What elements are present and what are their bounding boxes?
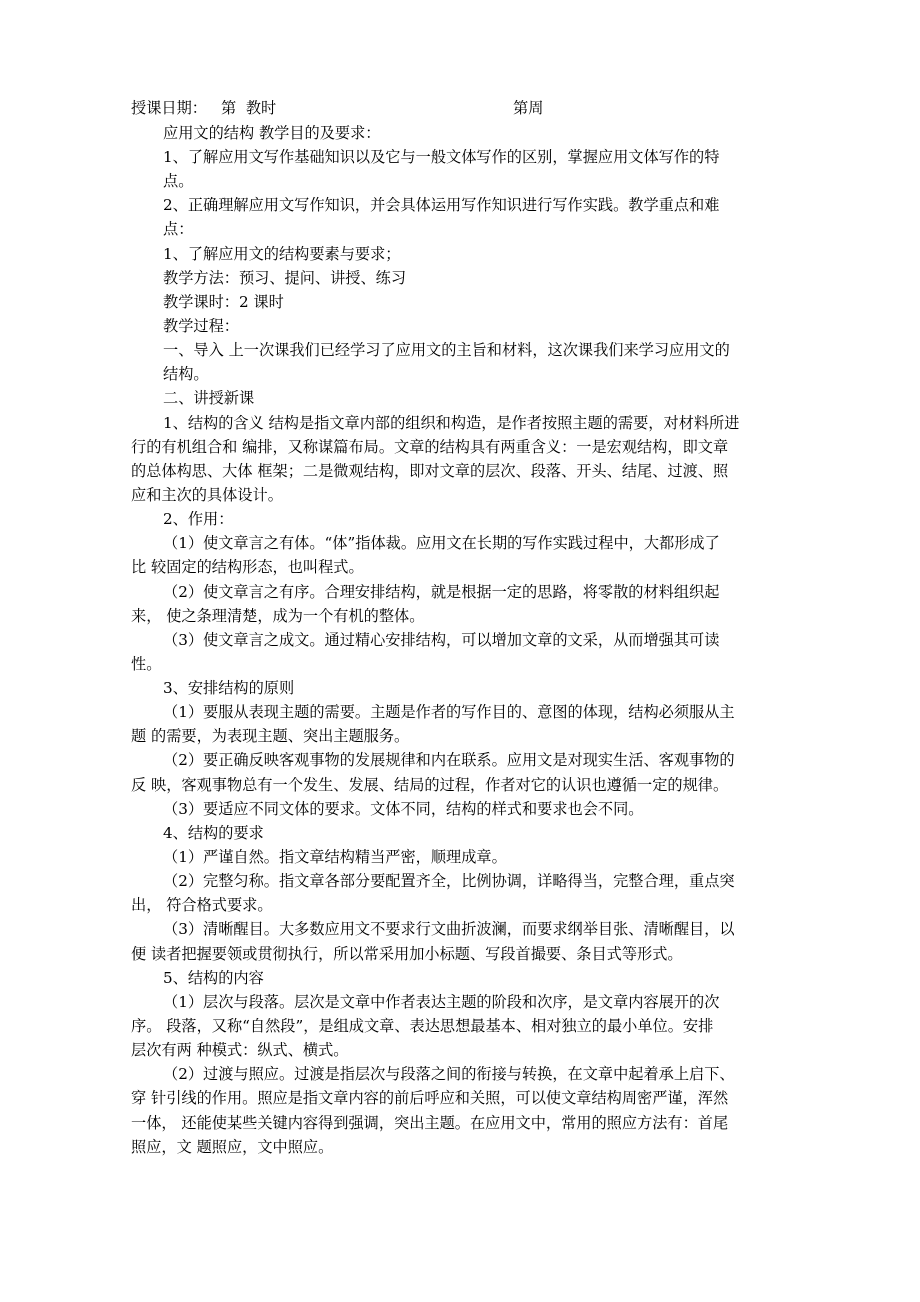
paragraph-line: （1）严谨自然。指文章结构精当严密，顺理成章。 [163, 848, 507, 866]
week-label: 第周 [513, 99, 544, 117]
paragraph-line: （1）要服从表现主题的需要。主题是作者的写作目的、意图的体现，结构必须服从主 [163, 703, 735, 721]
paragraph-line: 行的有机组合和 编排，又称谋篇布局。文章的结构具有两重含义：一是宏观结构，即文章 [131, 438, 729, 456]
method-line: 教学方法：预习、提问、讲授、练习 [163, 269, 406, 287]
paragraph-line: 反 映，客观事物总有一个发生、发展、结局的过程，作者对它的认识也遵循一定的规律。 [131, 776, 729, 794]
goal-line: 点： [163, 220, 194, 238]
title-line: 应用文的结构 教学目的及要求： [163, 124, 381, 142]
paragraph-line: （2）过渡与照应。过渡是指层次与段落之间的衔接与转换，在文章中起着承上启下、 [163, 1065, 735, 1083]
paragraph-line: 序。 段落，又称“自然段”，是组成文章、表达思想最基本、相对独立的最小单位。安排 [131, 1017, 714, 1035]
paragraph-line: （1）使文章言之有体。“体”指体裁。应用文在长期的写作实践过程中，大都形成了 [163, 534, 720, 552]
hours-line: 教学课时：2 课时 [163, 293, 284, 311]
paragraph-line: （2）完整匀称。指文章各部分要配置齐全，比例协调，详略得当，完整合理，重点突 [163, 872, 735, 890]
subsection-heading: 3、安排结构的原则 [163, 679, 295, 697]
paragraph-line: 穿 针引线的作用。照应是指文章内容的前后呼应和关照，可以使文章结构周密严谨，浑然 [131, 1089, 729, 1107]
paragraph-line: 比 较固定的结构形态，也叫程式。 [131, 558, 364, 576]
paragraph-line: （2）使文章言之有序。合理安排结构，就是根据一定的思路，将零散的材料组织起 [163, 583, 720, 601]
paragraph-line: 便 读者把握要领或贯彻执行，所以常采用加小标题、写段首撮要、条目式等形式。 [131, 945, 683, 963]
paragraph-line: （3）使文章言之成文。通过精心安排结构，可以增加文章的文采，从而增强其可读 [163, 631, 720, 649]
paragraph-line: （3）要适应不同文体的要求。文体不同，结构的样式和要求也会不同。 [163, 800, 644, 818]
paragraph-line: （2）要正确反映客观事物的发展规律和内在联系。应用文是对现实生活、客观事物的 [163, 751, 735, 769]
subsection-heading: 4、结构的要求 [163, 824, 264, 842]
goal-line: 点。 [163, 172, 194, 190]
goal-line: 1、了解应用文写作基础知识以及它与一般文体写作的区别，掌握应用文体写作的特 [163, 148, 720, 166]
intro-line: 结构。 [163, 365, 209, 383]
paragraph-line: 照应，文 题照应，文中照应。 [131, 1138, 334, 1156]
paragraph-line: 一体， 还能使某些关键内容得到强调，突出主题。在应用文中，常用的照应方法有：首尾 [131, 1114, 729, 1132]
section-heading: 二、讲授新课 [163, 389, 255, 407]
paragraph-line: （1）层次与段落。层次是文章中作者表达主题的阶段和次序，是文章内容展开的次 [163, 993, 720, 1011]
paragraph-line: 性。 [131, 655, 162, 673]
paragraph-line: （3）清晰醒目。大多数应用文不要求行文曲折波澜，而要求纲举目张、清晰醒目，以 [163, 920, 735, 938]
subsection-heading: 5、结构的内容 [163, 969, 264, 987]
goal-line: 1、了解应用文的结构要素与要求； [163, 245, 401, 263]
paragraph-line: 的总体构思、大体 框架；二是微观结构，即对文章的层次、段落、开头、结尾、过渡、照 [131, 462, 729, 480]
paragraph-line: 来， 使之条理清楚，成为一个有机的整体。 [131, 607, 425, 625]
goal-line: 2、正确理解应用文写作知识，并会具体运用写作知识进行写作实践。教学重点和难 [163, 196, 720, 214]
lesson-label: 第 教时 [221, 99, 277, 117]
process-title: 教学过程： [163, 317, 239, 335]
date-label: 授课日期： [131, 99, 207, 117]
intro-line: 一、导入 上一次课我们已经学习了应用文的主旨和材料，这次课我们来学习应用文的 [163, 341, 730, 359]
paragraph-line: 题 的需要，为表现主题、突出主题服务。 [131, 727, 410, 745]
paragraph-line: 出， 符合格式要求。 [131, 896, 273, 914]
paragraph-line: 应和主次的具体设计。 [131, 486, 283, 504]
paragraph-line: 层次有两 种模式：纵式、横式。 [131, 1041, 349, 1059]
subsection-heading: 2、作用： [163, 510, 234, 528]
paragraph-line: 1、结构的含义 结构是指文章内部的组织和构造，是作者按照主题的需要，对材料所进 [163, 414, 740, 432]
